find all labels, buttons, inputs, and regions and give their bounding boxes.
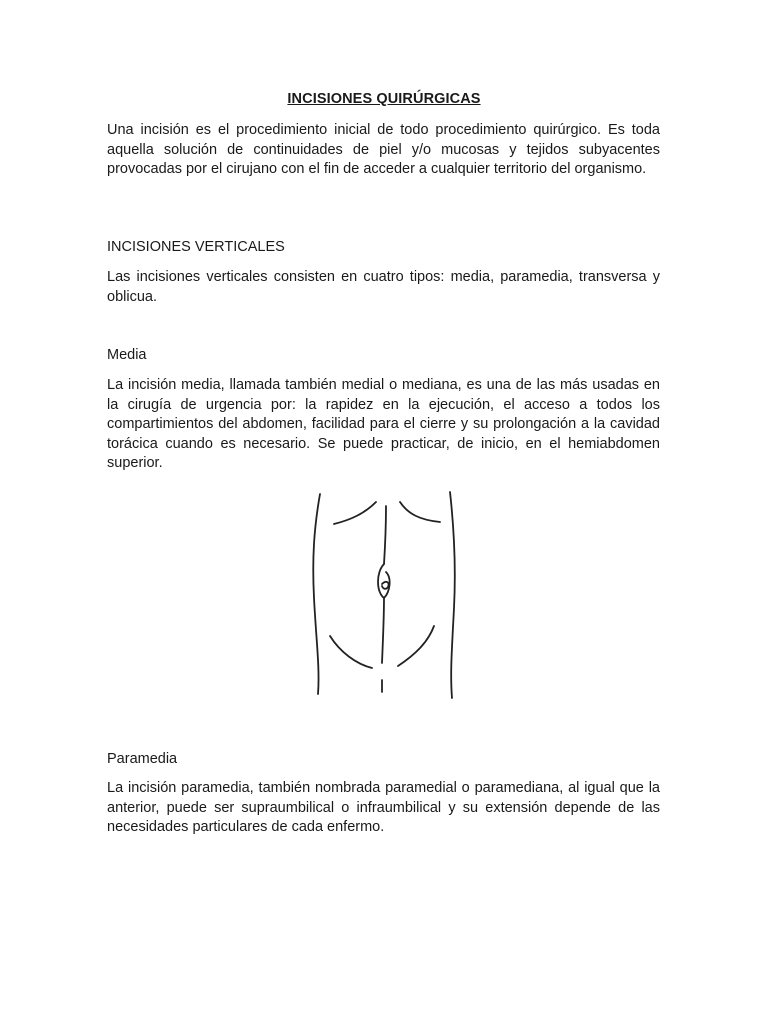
section-heading-incisiones-verticales: INCISIONES VERTICALES [107,239,285,255]
abdomen-median-incision-illustration [300,488,470,700]
abdomen-drawing-icon [300,488,470,700]
right-torso-outline [450,492,455,698]
section-paragraph-paramedia: La incisión paramedia, también nombrada paramedial o paramediana, al igual que la anterior, puede ser supraumbilical o infraumbilical y su extensión depende de las necesidades particulares de cada enfermo. [107,780,660,835]
infraumbilical-incision-line [382,598,384,663]
section-paragraph-media: La incisión media, llamada también medial o mediana, es una de las más usadas en la cirugía de urgencia por: la rapidez en la ejecución, el acceso a todos los compartimientos del abdomen, facilidad para el cierre y su prolongación a la cavidad torácica cuando es necesario. Se puede practicar, de inicio, en el hemiabdomen superior. [107,377,660,471]
left-torso-outline [313,494,320,694]
right-rib-margin [400,502,440,522]
right-inguinal-curve [398,626,434,666]
intro-paragraph: Una incisión es el procedimiento inicial de todo procedimiento quirúrgico. Es toda aquella solución de continuidades de piel y/o mucosas y tejidos subyacentes provocadas por el cirujano con el fin de acceder a cualquier territorio del organismo. [107,122,660,177]
section-heading-paramedia: Paramedia [107,751,178,767]
umbilicus [378,564,390,598]
section-paragraph-incisiones-verticales: Las incisiones verticales consisten en cuatro tipos: media, paramedia, transversa y oblicua. [107,269,660,305]
left-inguinal-curve [330,636,372,668]
document-title: INCISIONES QUIRÚRGICAS [287,91,481,107]
umbilicus-mark [382,582,389,589]
median-incision-line [384,506,386,564]
left-rib-margin [334,502,376,524]
section-heading-media: Media [107,347,147,363]
